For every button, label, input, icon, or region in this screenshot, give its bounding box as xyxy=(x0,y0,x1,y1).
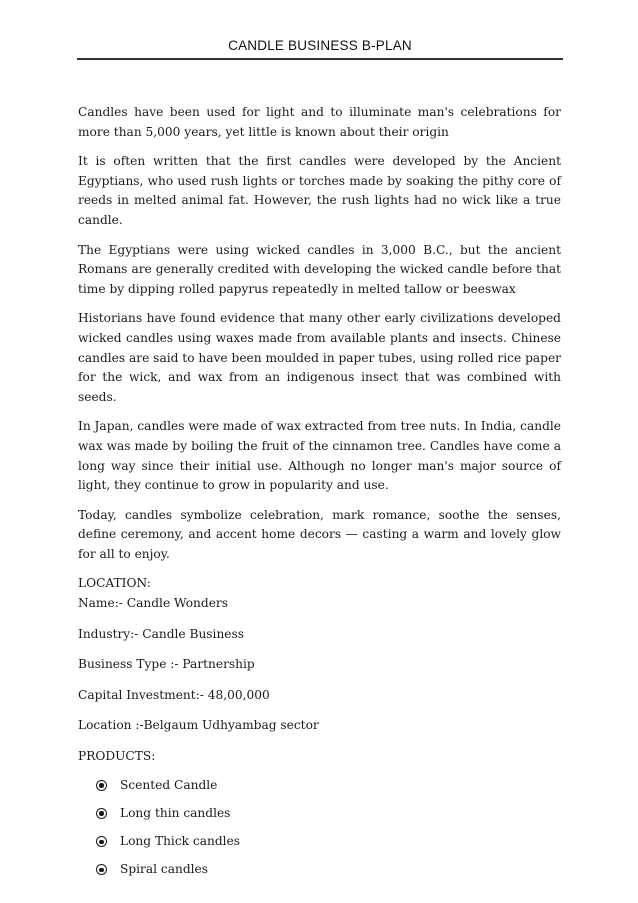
business-location: Location :-Belgaum Udhyambag sector xyxy=(78,718,319,733)
business-type: Business Type :- Partnership xyxy=(78,657,255,672)
circled-dot-bullet-icon xyxy=(96,808,107,819)
document-body xyxy=(78,103,561,888)
list-item xyxy=(96,860,561,880)
product-label: Long thin candles xyxy=(120,805,231,820)
product-label: Scented Candle xyxy=(120,777,218,792)
business-name: Name:- Candle Wonders xyxy=(78,596,229,611)
paragraph-romans: The Egyptians were using wicked candles in 3,000 B.C., but the ancient Romans are generally credited with developing the wicked candle before that time by dipping rolled papyrus repeatedly in melted tallow or beeswax xyxy=(78,242,561,296)
paragraph-today: Today, candles symbolize celebration, mark romance, soothe the senses, define ceremony, and accent home decors — casting a warm and lovely glow for all to enjoy. xyxy=(78,507,561,561)
location-section xyxy=(78,574,561,736)
circled-dot-bullet-icon xyxy=(96,864,107,875)
page-header-title: CANDLE BUSINESS B-PLAN xyxy=(228,38,412,53)
product-label: Long Thick candles xyxy=(120,833,241,848)
header-divider xyxy=(77,58,563,60)
paragraph-origin: Candles have been used for light and to illuminate man's celebrations for more than 5,000 years, yet little is known about their origin xyxy=(78,105,561,139)
location-heading: LOCATION: xyxy=(78,576,151,591)
list-item xyxy=(96,804,561,824)
list-item xyxy=(96,776,561,796)
paragraph-egyptians: It is often written that the first candles were developed by the Ancient Egyptians, who used rush lights or torches made by soaking the pithy core of reeds in melted animal fat. However, the rush lights had no wick like a true candle. xyxy=(78,154,561,227)
products-heading: PRODUCTS: xyxy=(78,749,156,764)
products-section xyxy=(78,747,561,879)
list-item xyxy=(96,832,561,852)
products-list xyxy=(78,776,561,880)
capital-investment: Capital Investment:- 48,00,000 xyxy=(78,687,270,702)
circled-dot-bullet-icon xyxy=(96,836,107,847)
business-industry: Industry:- Candle Business xyxy=(78,626,245,641)
product-label: Spiral candles xyxy=(120,861,209,876)
circled-dot-bullet-icon xyxy=(96,780,107,791)
paragraph-japan-india: In Japan, candles were made of wax extracted from tree nuts. In India, candle wax was made by boiling the fruit of the cinnamon tree. Candles have come a long way since their initial use. Although no longer man's major source of light, they continue to grow in popularity and use. xyxy=(78,419,561,493)
paragraph-civilizations: Historians have found evidence that many other early civilizations developed wicked candles using waxes made from available plants and insects. Chinese candles are said to have been moulded in paper tubes, using rolled rice paper for the wick, and wax from an indigenous insect that was combined with seeds. xyxy=(78,311,561,404)
